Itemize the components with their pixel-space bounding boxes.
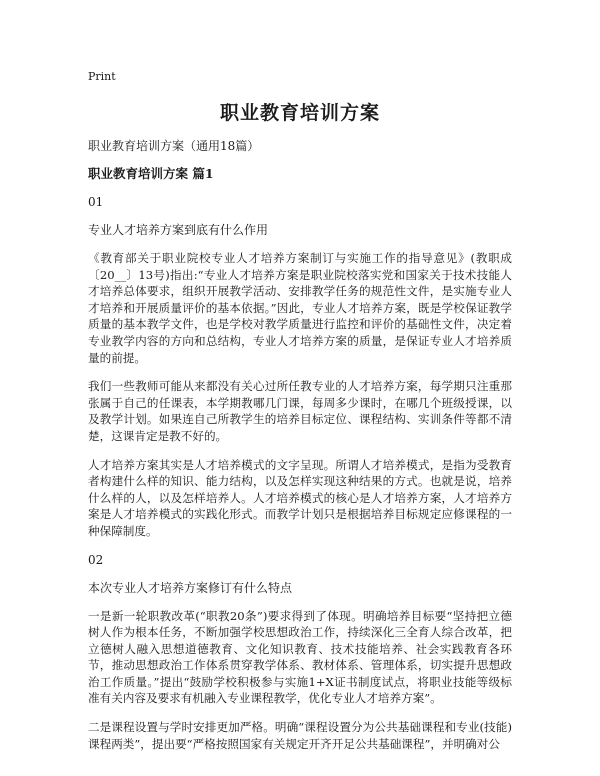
part-number: 02	[88, 552, 104, 567]
print-label: Print	[88, 70, 116, 83]
part-heading: 本次专业人才培养方案修订有什么特点	[88, 580, 293, 595]
document-subtitle: 职业教育培训方案（通用18篇）	[88, 139, 260, 153]
paragraph: 二是课程设置与学时安排更加严格。明确“课程设置分为公共基础课程和专业(技能)课程两类”，提出要“严格按照国家有关规定开齐开足公共基础课程”，并明确对公	[88, 720, 512, 751]
paragraph: 《教育部关于职业院校专业人才培养方案制订与实施工作的指导意见》(教职成〔20__〕13号)指出:“专业人才培养方案是职业院校落实党和国家关于技术技能人才培养总体要求，组织开展教学活动、安排教学任务的规范性文件，是实施专业人才培养和开展质量评价的基本依据。”因此，专业人才培养方案，既是学校保证教学质量的基本教学文件，也是学校对教学质量进行监控和评价的基础性文件，决定着专业教学内容的方向和总结构，专业人才培养方案的质量，是保证专业人才培养质量的前提。	[88, 251, 512, 365]
paragraph: 人才培养方案其实是人才培养模式的文字呈现。所谓人才培养模式，是指为受教育者构建什么样的知识、能力结构，以及怎样实现这种结果的方式。也就是说，培养什么样的人，以及怎样培养人。人才培养模式的核心是人才培养方案，人才培养方案是人才培养模式的实践化形式。而教学计划只是根据培养目标规定应修课程的一种保障制度。	[88, 457, 512, 538]
part-heading: 专业人才培养方案到底有什么作用	[88, 223, 269, 237]
part-number: 01	[88, 195, 104, 209]
paragraph: 一是新一轮职教改革(“职教20条”)要求得到了体现。明确培养目标要“坚持把立德树人作为根本任务，不断加强学校思想政治工作，持续深化三全育人综合改革，把立德树人融入思想道德教育、文化知识教育、技术技能培养、社会实践教育各环节，推动思想政治工作体系贯穿教学体系、教材体系、管理体系，切实提升思想政治工作质量。”提出“鼓励学校积极参与实施1+X证书制度试点，将职业技能等级标准有关内容及要求有机融入专业课程教学，优化专业人才培养方案”。	[88, 608, 512, 706]
paragraph: 我们一些教师可能从来都没有关心过所任教专业的人才培养方案，每学期只注重那张属于自己的任课表，本学期教哪几门课，每周多少课时，在哪几个班级授课，以及教学计划。如果连自己所教学生的培养目标定位、课程结构、实训条件等都不清楚，这课肯定是教不好的。	[88, 379, 512, 443]
section-title: 职业教育培训方案 篇1	[88, 166, 214, 181]
document-title: 职业教育培训方案	[219, 102, 380, 124]
